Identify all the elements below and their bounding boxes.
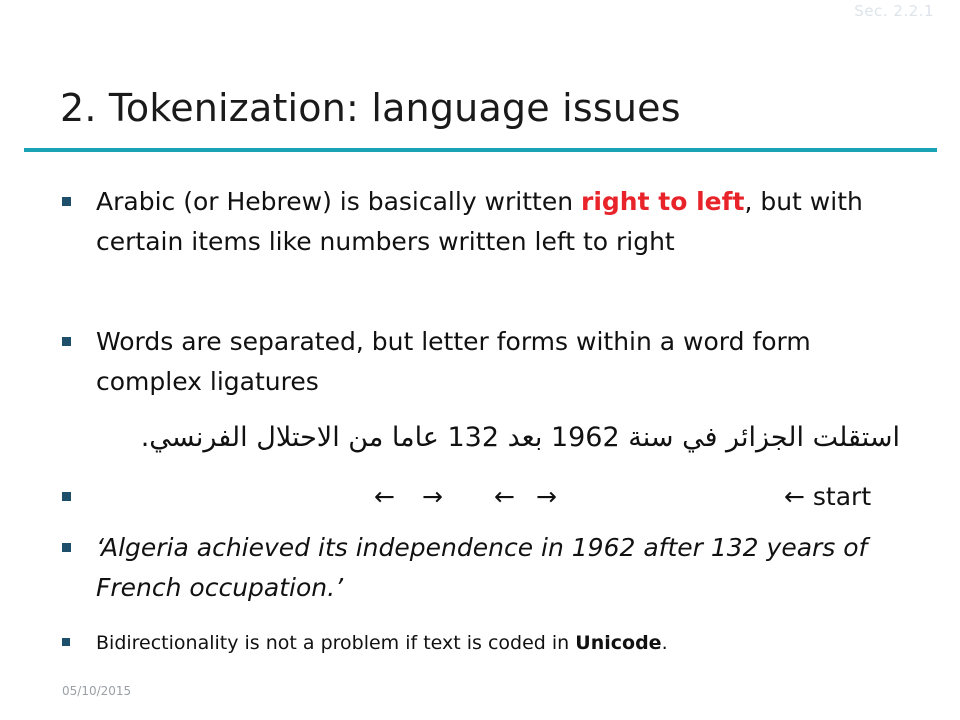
arrow-right-icon: → (536, 482, 557, 511)
footnote-text-start: Bidirectionality is not a problem if text is coded in (96, 632, 576, 654)
bullet-text (96, 628, 890, 658)
translation-text: ‘Algeria achieved its independence in 1962 after 132 years of French occupation.’ (96, 533, 868, 602)
slide-title: 2. Tokenization: language issues (60, 86, 681, 130)
arrow-left-icon: ← (374, 482, 395, 511)
bullet-unicode (60, 628, 890, 658)
unicode-term: Unicode (575, 632, 662, 654)
bullet-text-end: , but with certain items like numbers written left to right (96, 187, 863, 256)
bullet-text (96, 182, 890, 262)
bullet-marker (60, 477, 96, 517)
bullet-text: Words are separated, but letter forms within a word form complex ligatures (96, 327, 811, 396)
reading-direction-row (60, 477, 896, 517)
bullet-marker (60, 528, 96, 568)
bullet-rtl (60, 182, 890, 262)
slide-date: 05/10/2015 (62, 684, 132, 698)
footnote-text-end: . (661, 632, 668, 654)
bullet-marker (60, 182, 96, 222)
section-reference: Sec. 2.2.1 (854, 2, 934, 20)
arabic-example-text: استقلت الجزائر في سنة 1962 بعد 132 عاما من الاحتلال الفرنسي. (140, 422, 900, 453)
arrow-left-icon: ← (494, 482, 515, 511)
bullet-ligatures (60, 322, 890, 402)
right-to-left-highlight: right to left (581, 187, 745, 216)
bullet-translation (60, 528, 890, 608)
start-marker: ← start (784, 482, 872, 511)
bullet-text-start: Arabic (or Hebrew) is basically written (96, 187, 582, 216)
arrow-right-icon: → (422, 482, 443, 511)
bullet-marker (60, 322, 96, 362)
title-divider (24, 148, 937, 152)
bullet-marker (60, 628, 96, 658)
